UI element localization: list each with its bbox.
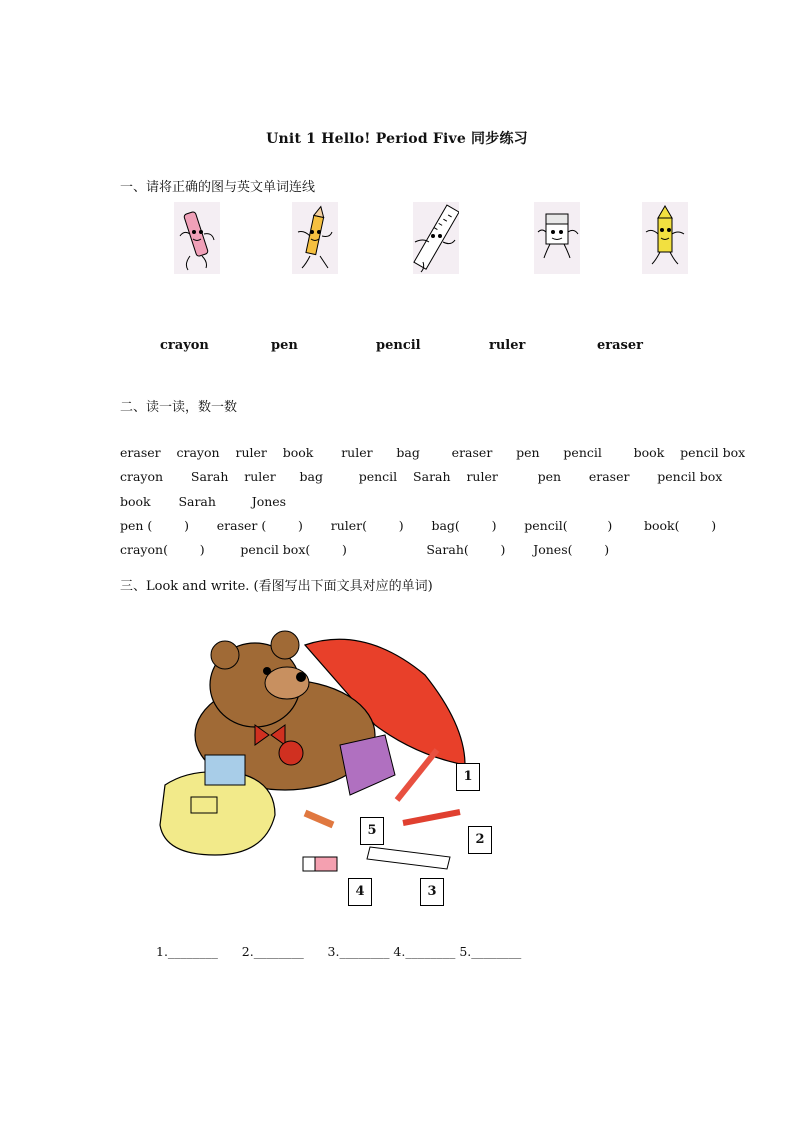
word-ruler: ruler — [489, 338, 526, 353]
word-eraser: eraser — [597, 338, 643, 353]
section2-heading: 二、读一读，数一数 — [120, 400, 238, 415]
ruler-picture — [413, 202, 459, 274]
label-box-2: 2 — [468, 826, 492, 854]
word-crayon: crayon — [160, 338, 209, 353]
label-box-3: 3 — [420, 878, 444, 906]
pen-picture — [174, 202, 220, 274]
label-box-4: 4 — [348, 878, 372, 906]
label-box-1: 1 — [456, 763, 480, 791]
crayon-picture — [642, 202, 688, 274]
count-blanks-line-1: pen ( ) eraser ( ) ruler( ) bag( ) pencil( ) book( ) — [120, 518, 717, 533]
pencil-picture — [292, 202, 338, 274]
label-box-5: 5 — [360, 817, 384, 845]
word-pencil: pencil — [376, 338, 421, 353]
word-pen: pen — [271, 338, 298, 353]
eraser-picture — [534, 202, 580, 274]
count-blanks-line-2: crayon( ) pencil box( ) Sarah( ) Jones( ) — [120, 542, 610, 557]
bear-illustration — [155, 625, 495, 915]
answer-blanks: 1.________ 2.________ 3.________ 4.________ 5.________ — [156, 944, 522, 959]
word-list-line-3: book Sarah Jones — [120, 494, 287, 509]
page-title: Unit 1 Hello! Period Five 同步练习 — [266, 131, 528, 147]
section1-heading: 一、请将正确的图与英文单词连线 — [120, 180, 316, 195]
word-list-line-2: crayon Sarah ruler bag pencil Sarah ruler pen eraser pencil box — [120, 469, 723, 484]
section3-heading: 三、Look and write. (看图写出下面文具对应的单词) — [120, 579, 433, 594]
word-list-line-1: eraser crayon ruler book ruler bag eraser pen pencil book pencil box — [120, 445, 746, 460]
